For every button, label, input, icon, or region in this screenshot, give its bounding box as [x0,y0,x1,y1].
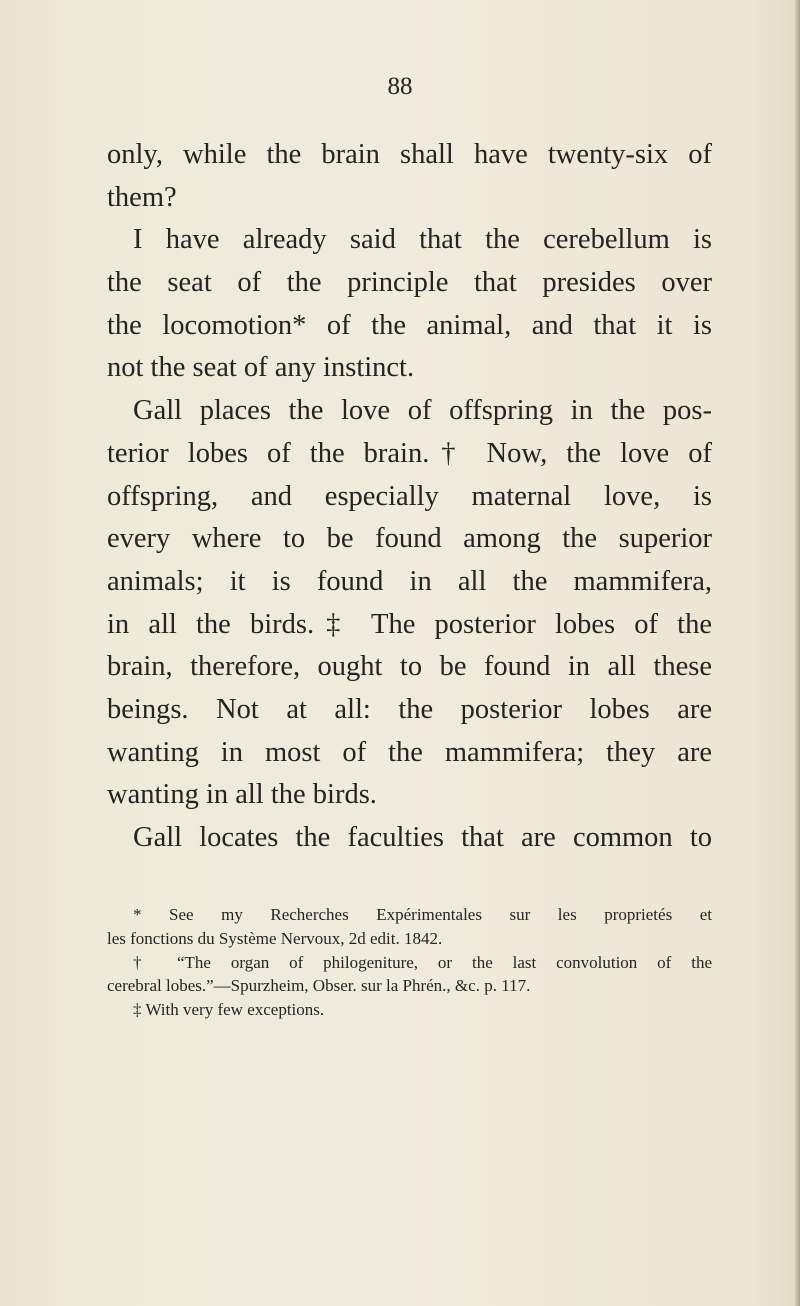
body-line: only, while the brain shall have twenty-six of [107,139,712,170]
body-line: animals; it is found in all the mammifera, [107,565,712,597]
footnotes [107,903,712,1022]
footnote-line: * See my Recherches Expérimentales sur les proprietés et [133,905,712,924]
body-line: I have already said that the cerebellum is [133,224,712,256]
body-line: Gall locates the faculties that are common to [133,822,712,853]
body-line: every where to be found among the superior [107,523,712,555]
body-text [107,134,712,860]
footnote-line: les fonctions du Système Nervoux, 2d edit. 1842. [107,928,443,948]
body-line: wanting in most of the mammifera; they are [107,736,712,768]
body-line: not the seat of any instinct. [107,352,415,384]
body-line: in all the birds.‡ The posterior lobes of the [107,608,712,640]
body-line: beings. Not at all: the posterior lobes are [107,693,712,725]
body-line: the locomotion* of the animal, and that it is [107,309,712,341]
footnote-line: cerebral lobes.”—Spurzheim, Obser. sur la Phrén., &c. p. 117. [107,976,531,996]
body-line: offspring, and especially maternal love, is [107,480,712,512]
body-line: brain, therefore, ought to be found in all these [107,651,712,683]
footnote-line: ‡ With very few exceptions. [133,1000,325,1020]
footnote-line: † “The organ of philogeniture, or the last convolution of the [133,952,712,972]
body-line: them? [107,181,177,213]
body-line: the seat of the principle that presides over [107,267,712,299]
page-number: 88 [387,73,413,100]
body-line: terior lobes of the brain.† Now, the love of [107,437,712,469]
body-line: wanting in all the birds. [107,779,377,811]
page-edge-shadow [794,0,800,1306]
body-line: Gall places the love of offspring in the pos- [133,395,712,427]
